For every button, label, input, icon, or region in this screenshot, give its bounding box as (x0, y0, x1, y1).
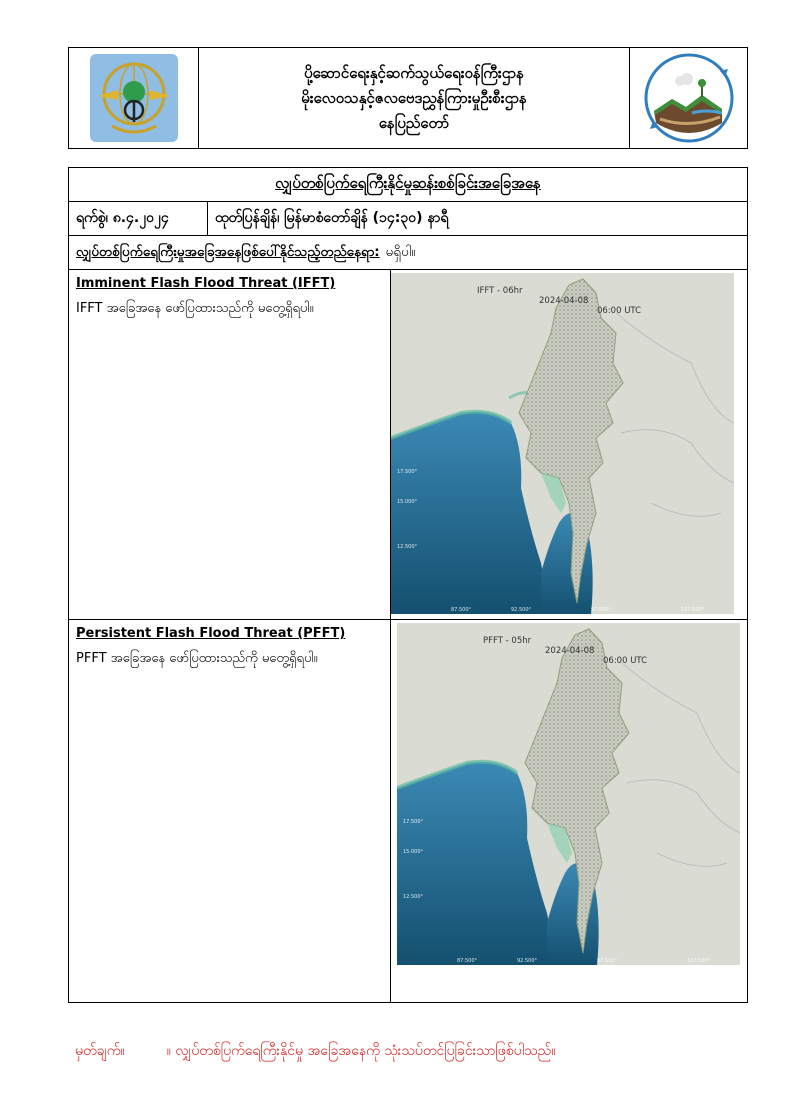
issue-time: ထုတ်ပြန်ချိန်၊ မြန်မာစံတော်ချိန် (၁၄:၃၀) နာရီ (215, 210, 449, 226)
hydrology-cycle-icon (629, 48, 747, 148)
ifft-text-cell (69, 270, 391, 619)
pfft-map-time: 06:00 UTC (603, 656, 648, 666)
footnote (75, 1041, 555, 1062)
threat-location-row (69, 236, 747, 270)
pfft-map-product: PFFT - 05hr (483, 636, 532, 646)
report-date: ရက်စွဲ၊ ၈.၄.၂၀၂၄ (69, 202, 208, 235)
ifft-map-image (391, 273, 734, 614)
svg-text:12.500°: 12.500° (403, 894, 423, 900)
ifft-body: IFFT အခြေအနေ ဖော်ပြထားသည်ကို မတွေ့ရှိရပါ။ (76, 301, 314, 316)
threat-location-value: မရှိပါ။ (385, 243, 416, 260)
pfft-text-cell (69, 620, 391, 1003)
city-name: နေပြည်တော် (378, 113, 450, 132)
svg-text:17.500°: 17.500° (403, 819, 423, 825)
svg-text:87.500°: 87.500° (451, 607, 471, 613)
svg-text:92.500°: 92.500° (511, 607, 531, 613)
pfft-body: PFFT အခြေအနေ ဖော်ပြထားသည်ကို မတွေ့ရှိရပါ။ (76, 651, 318, 666)
svg-text:97.500°: 97.500° (597, 958, 617, 964)
department-name: မိုးလေဝသနှင့်ဇလဗေဒညွှန်ကြားမှုဦးစီးဌာန (301, 88, 527, 107)
pfft-map-image (397, 623, 740, 965)
svg-text:107.500°: 107.500° (681, 607, 705, 613)
ifft-map-date: 2024-04-08 (539, 296, 589, 306)
ifft-map-caption (391, 276, 734, 326)
ifft-map-time: 06:00 UTC (597, 306, 642, 316)
report-table (68, 167, 748, 1003)
svg-text:87.500°: 87.500° (457, 958, 477, 964)
svg-text:92.500°: 92.500° (517, 958, 537, 964)
ifft-section (69, 270, 747, 620)
footnote-label: မှတ်ချက်။ (75, 1043, 125, 1059)
ministry-emblem-icon (69, 48, 199, 148)
threat-location-label: လျှပ်တစ်ပြက်ရေကြီးမှုအခြေအနေဖြစ်ပေါ်နိုင်သည့်တည်နေရာ: (76, 243, 380, 260)
svg-text:12.500°: 12.500° (397, 544, 417, 550)
ifft-map-cell (391, 270, 747, 619)
svg-text:97.500°: 97.500° (591, 607, 611, 613)
footnote-text: ။ လျှပ်တစ်ပြက်ရေကြီးနိုင်မှု အခြေအနေကို သုံးသပ်တင်ပြခြင်းသာဖြစ်ပါသည်။ (166, 1043, 556, 1059)
ministry-name: ပို့ဆောင်ရေးနှင့်ဆက်သွယ်ရေးဝန်ကြီးဌာန (304, 63, 524, 82)
report-header (68, 47, 748, 149)
pfft-section (69, 620, 747, 1003)
svg-text:17.500°: 17.500° (397, 469, 417, 475)
header-titles (199, 48, 629, 148)
pfft-map-date: 2024-04-08 (545, 646, 595, 656)
svg-text:15.000°: 15.000° (397, 499, 417, 505)
pfft-map-caption (397, 626, 740, 676)
ifft-title: Imminent Flash Flood Threat (IFFT) (76, 276, 336, 291)
report-info-row (69, 202, 747, 236)
pfft-title: Persistent Flash Flood Threat (PFFT) (76, 626, 346, 641)
svg-text:107.500°: 107.500° (687, 958, 711, 964)
report-title-row (69, 168, 747, 202)
ifft-map-product: IFFT - 06hr (477, 286, 523, 296)
svg-text:15.000°: 15.000° (403, 849, 423, 855)
report-title: လျှပ်တစ်ပြက်ရေကြီးနိုင်မှုဆန်းစစ်ခြင်းအခြေအနေ (275, 173, 541, 192)
pfft-map-cell (391, 620, 747, 1003)
